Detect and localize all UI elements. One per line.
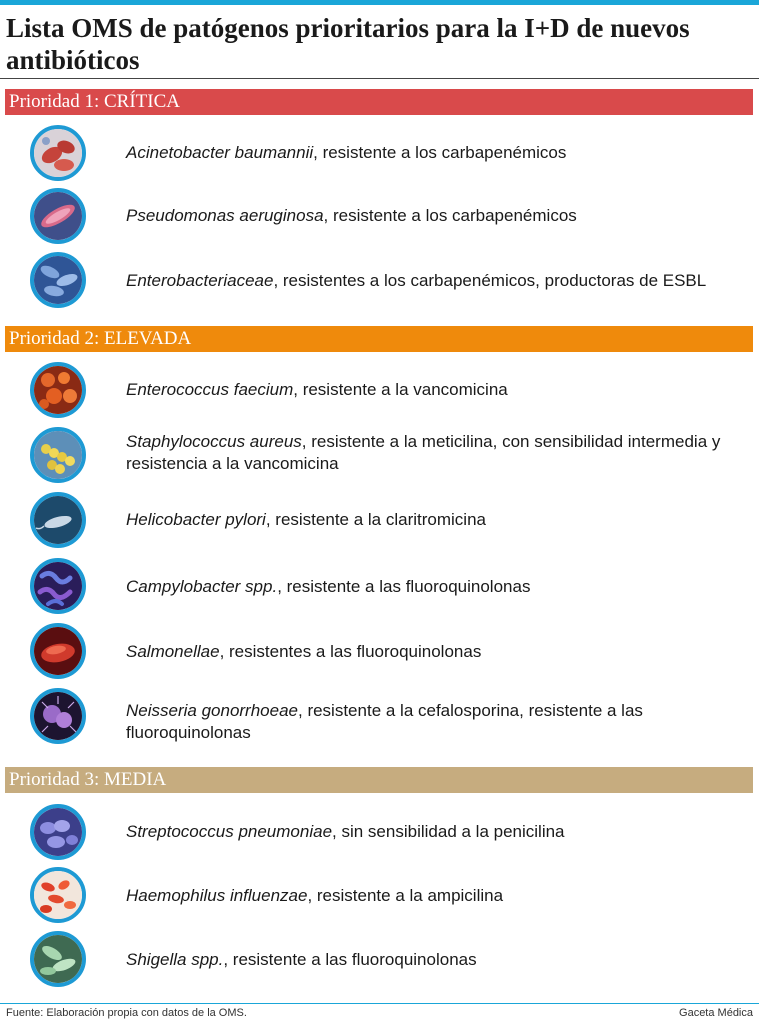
campylobacter-icon (30, 558, 86, 614)
title-divider (0, 78, 759, 79)
helicobacter-icon (30, 492, 86, 548)
streptococcus-icon (30, 804, 86, 860)
pathogen-text: Shigella spp., resistente a las fluoroquinolonas (126, 950, 477, 969)
pathogen-text: Campylobacter spp., resistente a las fluoroquinolonas (126, 577, 531, 596)
enterobacteriaceae-icon (30, 252, 86, 308)
footer-divider (0, 1003, 759, 1004)
staphylococcus-icon (30, 427, 86, 483)
pathogen-text: Streptococcus pneumoniae, sin sensibilidad a la penicilina (126, 822, 565, 841)
pathogen-text: Helicobacter pylori, resistente a la claritromicina (126, 510, 486, 529)
pathogen-text: Haemophilus influenzae, resistente a la ampicilina (126, 886, 504, 905)
pathogen-text: Neisseria gonorrhoeae, resistente a la cefalosporina, resistente a las fluoroquinolonas (126, 701, 643, 742)
priority-2-header: Prioridad 2: ELEVADA (5, 326, 753, 352)
enterococcus-icon (30, 362, 86, 418)
footer-source: Fuente: Elaboración propia con datos de la OMS. (6, 1007, 247, 1019)
pathogen-text: Staphylococcus aureus, resistente a la meticilina, con sensibilidad intermedia y resistencia a la vancomicina (126, 432, 721, 473)
pathogen-text: Enterobacteriaceae, resistentes a los carbapenémicos, productoras de ESBL (126, 271, 707, 290)
pathogen-text: Enterococcus faecium, resistente a la vancomicina (126, 380, 508, 399)
neisseria-icon (30, 688, 86, 744)
priority-3-header: Prioridad 3: MEDIA (5, 767, 753, 793)
top-accent-rule (0, 0, 759, 5)
salmonella-icon (30, 623, 86, 679)
haemophilus-icon (30, 867, 86, 923)
shigella-icon (30, 931, 86, 987)
footer-brand: Gaceta Médica (679, 1007, 753, 1019)
page-title: Lista OMS de patógenos prioritarios para la I+D de nuevos antibióticos (6, 13, 690, 75)
pathogen-text: Salmonellae, resistentes a las fluoroquinolonas (126, 642, 482, 661)
pathogen-text: Acinetobacter baumannii, resistente a los carbapenémicos (126, 143, 567, 162)
pseudomonas-icon (30, 188, 86, 244)
priority-1-header: Prioridad 1: CRÍTICA (5, 89, 753, 115)
pathogen-text: Pseudomonas aeruginosa, resistente a los carbapenémicos (126, 206, 577, 225)
acinetobacter-icon (30, 125, 86, 181)
